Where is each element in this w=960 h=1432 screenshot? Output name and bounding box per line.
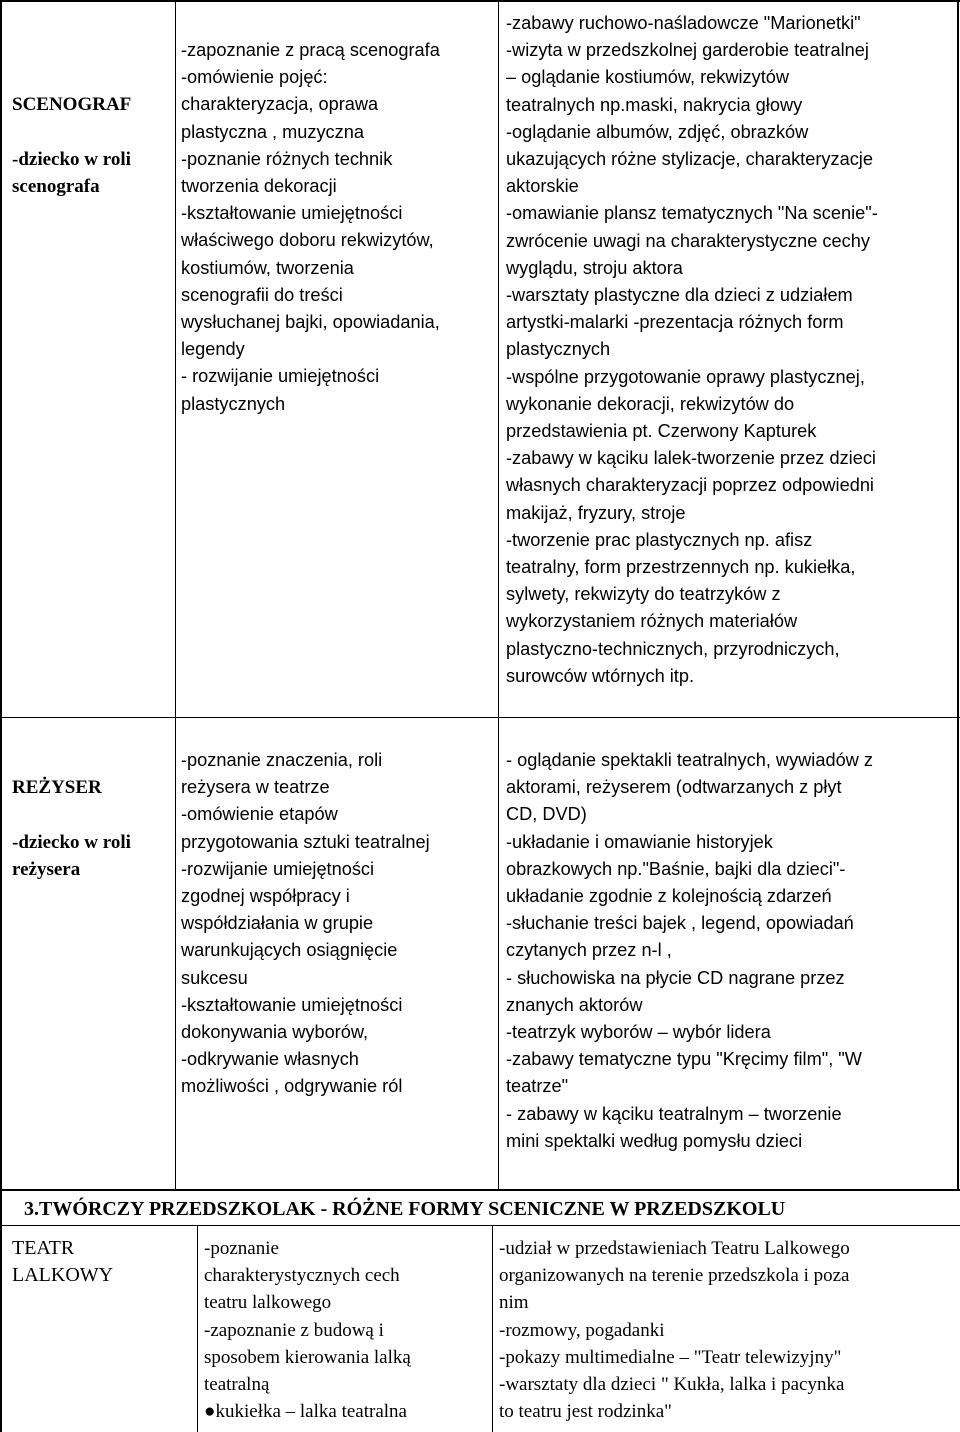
column-divider-1 [175,0,176,1190]
rezyser-activities: - oglądanie spektakli teatralnych, wywiadów z aktorami, reżyserem (odtwarzanych z płyt CD, DVD) -układanie i omawianie historyjek obrazkowych np."Baśnie, bajki dla dzieci"- układanie zgodnie z kolejnością zdarzeń -słuchanie treści bajek , legend, opowiadań czytanych przez n-l , - słuchowiska na płycie CD nagrane przez znanych aktorów -teatrzyk wyborów – wybór lidera -zabawy tematyczne typu "Kręcimy film", "W teatrze" - zabawy w kąciku teatralnym – tworzenie mini spektalki według pomysłu dzieci [506,750,873,1151]
column-divider-4 [492,1225,493,1432]
scenograf-role-title: SCENOGRAF [12,94,132,116]
column-divider-2 [498,0,499,1190]
rezyser-role-title: REŻYSER [12,777,102,799]
teatr-role-title: TEATR LALKOWY [12,1237,114,1287]
row-divider-3 [0,1225,960,1226]
rezyser-role-cell [12,747,172,883]
row-divider-1 [0,717,960,718]
scenograf-role-cell [12,64,172,200]
scenograf-activities: -zabawy ruchowo-naśladowcze "Marionetki" -wizyta w przedszkolnej garderobie teatralnej – oglądanie kostiumów, rekwizytów teatralnych np.maski, nakrycia głowy -oglądanie albumów, zdjęć, obrazków ukazujących różne stylizacje, charakteryzacje aktorskie -omawianie plansz tematycznych "Na scenie"- zwrócenie uwagi na charakterystyczne cechy wyglądu, stroju aktora -warsztaty plastyczne dla dzieci z udziałem artystki-malarki -prezentacja różnych form plastycznych -wspólne przygotowanie oprawy plastycznej, wykonanie dekoracji, rekwizytów do przedstawienia pt. Czerwony Kapturek -zabawy w kąciku lalek-tworzenie przez dzieci własnych charakteryzacji poprzez odpowiedni makijaż, fryzury, stroje -tworzenie prac plastycznych np. afisz teatralny, form przestrzennych np. kukiełka, sylwety, rekwizyty do teatrzyków z wykorzystaniem różnych materiałów plastyczno-technicznych, przyrodniczych, surowców wtórnych itp. [506,13,878,686]
row-divider-2 [0,1189,960,1191]
table-border-top [0,0,960,2]
column-divider-3 [197,1225,198,1432]
scenograf-role-subtitle: -dziecko w roli scenografa [12,148,131,197]
rezyser-goals: -poznanie znaczenia, roli reżysera w teatrze -omówienie etapów przygotowania sztuki teatralnej -rozwijanie umiejętności zgodnej współpracy i współdziałania w grupie warunkujących osiągnięcie sukcesu -kształtowanie umiejętności dokonywania wyborów, -odkrywanie własnych możliwości , odgrywanie ról [181,750,430,1097]
section-title: 3.TWÓRCZY PRZEDSZKOLAK - RÓŻNE FORMY SCENICZNE W PRZEDSZKOLU [24,1198,786,1220]
table-border-right [957,0,959,1190]
teatr-goals: -poznanie charakterystycznych cech teatru lalkowego -zapoznanie z budową i sposobem kierowania lalką teatralną ●kukiełka – lalka teatralna [204,1238,411,1423]
table-border-left [0,0,2,1432]
rezyser-role-subtitle: -dziecko w roli reżysera [12,831,131,880]
teatr-activities: -udział w przedstawieniach Teatru Lalkowego organizowanych na terenie przedszkola i poza nim -rozmowy, pogadanki -pokazy multimedialne – "Teatr telewizyjny" -warsztaty dla dzieci " Kukła, lalka i pacynka to teatru jest rodzinka" [499,1238,850,1423]
scenograf-goals: -zapoznanie z pracą scenografa -omówienie pojęć: charakteryzacja, oprawa plastyczna , muzyczna -poznanie różnych technik tworzenia dekoracji -kształtowanie umiejętności właściwego doboru rekwizytów, kostiumów, tworzenia scenografii do treści wysłuchanej bajki, opowiadania, legendy - rozwijanie umiejętności plastycznych [181,40,440,414]
